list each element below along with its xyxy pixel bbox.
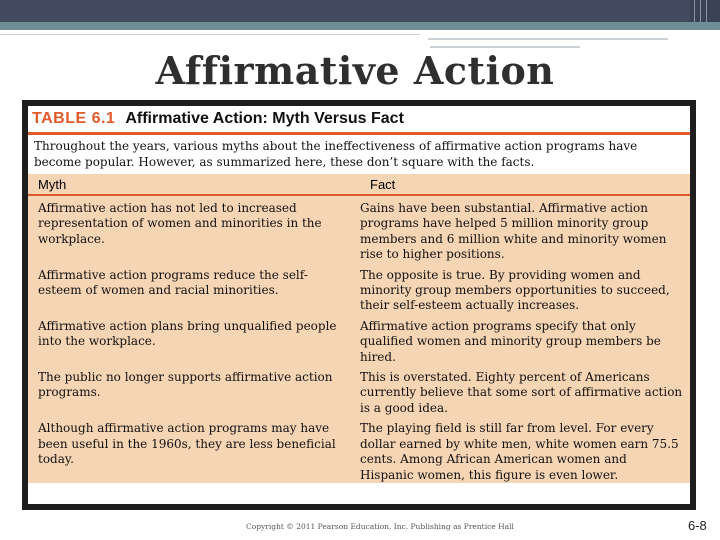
table-row: [28, 196, 690, 263]
myth-cell: Affirmative action has not led to increased representation of women and minorities in the workplace.: [38, 201, 322, 246]
table-row: [28, 365, 690, 416]
top-bar-teal: [0, 22, 720, 30]
myth-cell: Affirmative action plans bring unqualified people into the workplace.: [38, 318, 337, 349]
table-frame: [22, 100, 696, 510]
myth-cell: Affirmative action programs reduce the self-esteem of women and racial minorities.: [38, 267, 308, 298]
top-rule-line: [428, 38, 668, 40]
table-row: [28, 314, 690, 365]
top-bar-dark: [0, 0, 690, 22]
fact-cell: Affirmative action programs specify that only qualified women and minority group members be hired.: [360, 318, 661, 364]
page-number: 6-8: [688, 518, 707, 533]
table-intro: Throughout the years, various myths about the ineffectiveness of affirmative action programs have become popular. However, as summarized here, these don’t square with the facts.: [34, 139, 638, 169]
table-body: [28, 196, 690, 483]
top-decorative-bar: [0, 0, 720, 30]
fact-cell: This is overstated. Eighty percent of Americans currently believe that some sort of affirmative action is a good idea.: [360, 370, 683, 415]
top-bar-stripe: [700, 0, 701, 22]
fact-cell: Gains have been substantial. Affirmative action programs have helped 5 million minority group members and 6 million white and minority women rise to higher positions.: [360, 201, 667, 262]
slide-title: Affirmative Action: [155, 48, 555, 93]
table-panel: [28, 106, 690, 504]
table-title: Affirmative Action: Myth Versus Fact: [125, 110, 404, 127]
myth-column-header: Myth: [38, 176, 67, 192]
table-header: [28, 106, 690, 135]
fact-column-header: Fact: [370, 176, 396, 192]
column-header-row: [28, 174, 690, 196]
top-bar-stripe: [706, 0, 707, 22]
top-rule-line: [0, 34, 420, 35]
fact-cell: The playing field is still far from level. For every dollar earned by white men, white women earn 75.5 cents. Among African American women and Hispanic women, this figure is even lower.: [360, 421, 679, 482]
myth-cell: Although affirmative action programs may have been useful in the 1960s, they are less beneficial today.: [38, 421, 336, 467]
copyright-footer: Copyright © 2011 Pearson Education, Inc. Publishing as Prentice Hall: [246, 522, 514, 531]
myth-cell: The public no longer supports affirmative action programs.: [38, 370, 333, 400]
table-number: TABLE 6.1: [32, 110, 116, 127]
top-bar-stripe: [694, 0, 695, 22]
table-row: [28, 263, 690, 314]
table-row: [28, 416, 690, 483]
fact-cell: The opposite is true. By providing women and minority group members opportunities to succeed, their self-esteem actually increases.: [360, 267, 670, 313]
